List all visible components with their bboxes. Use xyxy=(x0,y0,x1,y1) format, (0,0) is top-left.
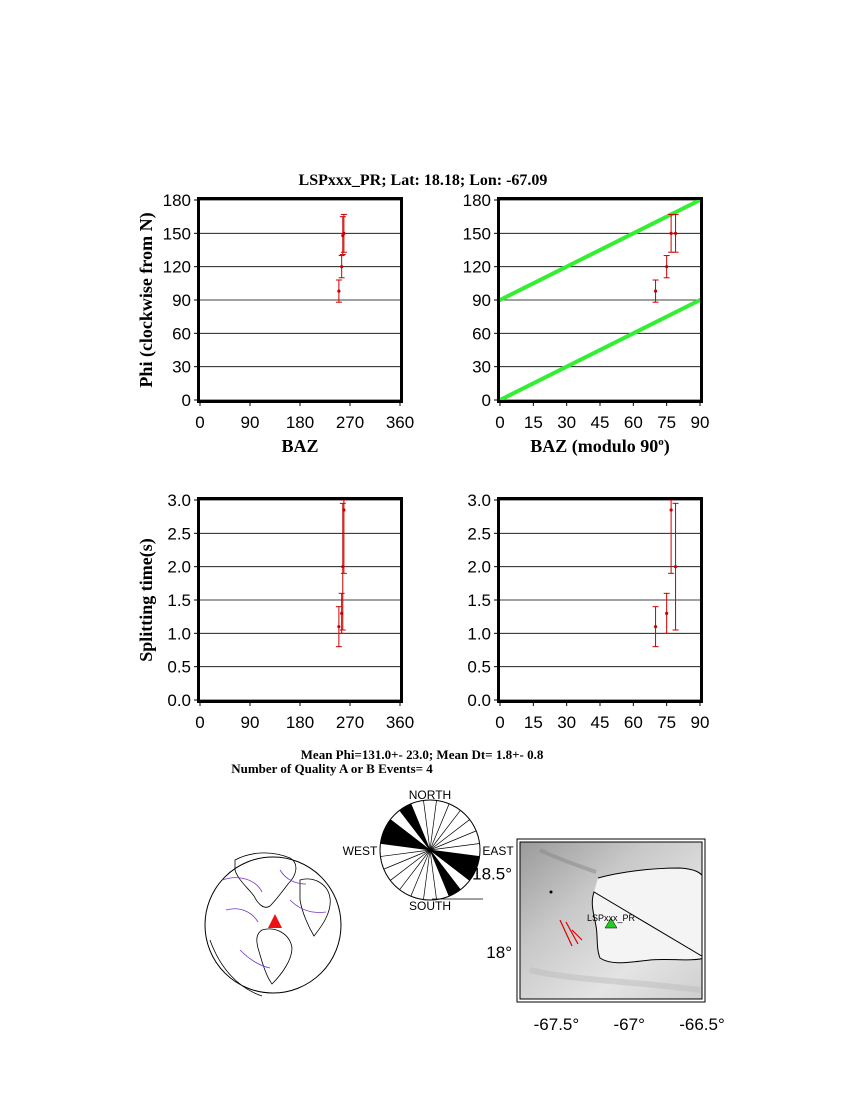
x-tick-label: 15 xyxy=(523,713,543,732)
map-lon-label: -67.5° xyxy=(533,1015,580,1034)
y-tick-label: 2.0 xyxy=(467,557,491,577)
y-tick-label: 60 xyxy=(472,324,491,344)
data-point xyxy=(670,508,673,511)
data-point xyxy=(337,625,340,628)
x-tick-label: 60 xyxy=(623,413,643,432)
rose-label-west: WEST xyxy=(342,844,378,858)
data-point xyxy=(340,265,343,268)
rose-label-south: SOUTH xyxy=(409,899,451,913)
x-tick-label: 180 xyxy=(285,713,315,732)
y-tick-label: 1.0 xyxy=(467,624,491,644)
station-map xyxy=(472,839,725,1034)
map-station-label: LSPxxx_PR xyxy=(586,913,636,923)
y-tick-label: 2.0 xyxy=(167,557,191,577)
x-tick-label: 45 xyxy=(590,413,610,432)
dt-vs-baz-mod90-panel xyxy=(467,491,709,732)
y-tick-label: 0 xyxy=(181,391,191,410)
y-tick-label: 30 xyxy=(172,357,191,377)
x-tick-label: 90 xyxy=(690,713,710,732)
summary-count: Number of Quality A or B Events= 4 xyxy=(231,761,433,776)
y-tick-label: 180 xyxy=(162,191,191,210)
map-lon-labels xyxy=(534,1015,725,1034)
dt-vs-baz-panel xyxy=(167,491,414,732)
baz-mod90-axis-title xyxy=(530,436,670,457)
y-tick-label: 1.0 xyxy=(167,624,191,644)
rose-label-north: NORTH xyxy=(408,788,452,802)
baz-mod90-axis-title-sup: o xyxy=(658,436,664,448)
data-point xyxy=(654,625,657,628)
x-tick-label: 30 xyxy=(557,413,577,432)
map-islet xyxy=(550,891,553,894)
reference-line xyxy=(500,300,700,400)
x-tick-label: 180 xyxy=(285,413,315,432)
x-tick-label: 15 xyxy=(523,413,543,432)
rose-label-east: EAST xyxy=(482,844,514,858)
x-tick-label: 45 xyxy=(590,713,610,732)
x-tick-label: 360 xyxy=(385,413,415,432)
y-tick-label: 1.5 xyxy=(167,591,191,610)
x-tick-label: 75 xyxy=(657,413,677,432)
y-tick-label: 90 xyxy=(172,291,191,310)
map-lon-label: -66.5° xyxy=(679,1015,725,1034)
x-tick-label: 30 xyxy=(557,713,577,732)
baz-mod90-axis-title-main: BAZ (modulo 90 xyxy=(530,436,659,456)
y-tick-label: 3.0 xyxy=(167,491,191,510)
y-tick-label: 120 xyxy=(462,257,491,277)
data-point xyxy=(337,290,340,293)
y-tick-label: 150 xyxy=(162,224,191,244)
x-tick-label: 0 xyxy=(495,413,505,432)
fast-direction-rose xyxy=(380,800,483,900)
data-point xyxy=(674,565,677,568)
y-tick-label: 180 xyxy=(462,191,491,210)
y-tick-label: 150 xyxy=(462,224,491,244)
y-tick-label: 2.5 xyxy=(467,524,491,544)
x-tick-label: 360 xyxy=(385,713,415,732)
x-tick-label: 75 xyxy=(657,713,677,732)
dt-axis-title: Splitting time(s) xyxy=(136,538,156,662)
y-tick-label: 90 xyxy=(472,291,491,310)
baz-mod90-axis-title-tail: ) xyxy=(663,436,670,456)
y-tick-label: 0.0 xyxy=(467,691,491,710)
x-tick-label: 60 xyxy=(623,713,643,732)
y-tick-label: 0.5 xyxy=(467,657,491,677)
data-point xyxy=(342,508,345,511)
data-point xyxy=(665,265,668,268)
data-point xyxy=(654,290,657,293)
data-point xyxy=(342,232,345,235)
y-tick-label: 30 xyxy=(472,357,491,377)
phi-axis-title: Phi (clockwise from N) xyxy=(136,212,156,388)
y-tick-label: 60 xyxy=(172,324,191,344)
x-tick-label: 90 xyxy=(690,413,710,432)
data-point xyxy=(670,232,673,235)
y-tick-label: 0 xyxy=(481,391,491,410)
map-lon-label: -67° xyxy=(613,1015,645,1034)
x-tick-label: 0 xyxy=(195,413,205,432)
map-lat-label: 18° xyxy=(486,942,512,962)
y-tick-label: 0.0 xyxy=(167,691,191,710)
y-tick-label: 1.5 xyxy=(467,591,491,610)
y-tick-label: 2.5 xyxy=(167,524,191,544)
data-point xyxy=(665,612,668,615)
x-tick-label: 270 xyxy=(335,713,365,732)
figure-title: LSPxxx_PR; Lat: 18.18; Lon: -67.09 xyxy=(298,172,548,189)
y-tick-label: 120 xyxy=(162,257,191,277)
data-point xyxy=(674,232,677,235)
phi-vs-baz-panel xyxy=(163,191,415,432)
map-lat-labels xyxy=(472,864,512,962)
globe-map xyxy=(205,853,341,996)
x-tick-label: 270 xyxy=(335,413,365,432)
x-tick-label: 90 xyxy=(240,413,260,432)
y-tick-label: 3.0 xyxy=(467,491,491,510)
reference-line xyxy=(500,200,700,300)
phi-vs-baz-mod90-panel xyxy=(463,191,710,432)
map-lat-label: 18.5° xyxy=(472,864,512,884)
summary-mean: Mean Phi=131.0+- 23.0; Mean Dt= 1.8+- 0.8 xyxy=(300,747,544,762)
x-tick-label: 90 xyxy=(240,713,260,732)
y-tick-label: 0.5 xyxy=(167,657,191,677)
baz-axis-title: BAZ xyxy=(281,436,319,456)
x-tick-label: 0 xyxy=(495,713,505,732)
x-tick-label: 0 xyxy=(195,713,205,732)
